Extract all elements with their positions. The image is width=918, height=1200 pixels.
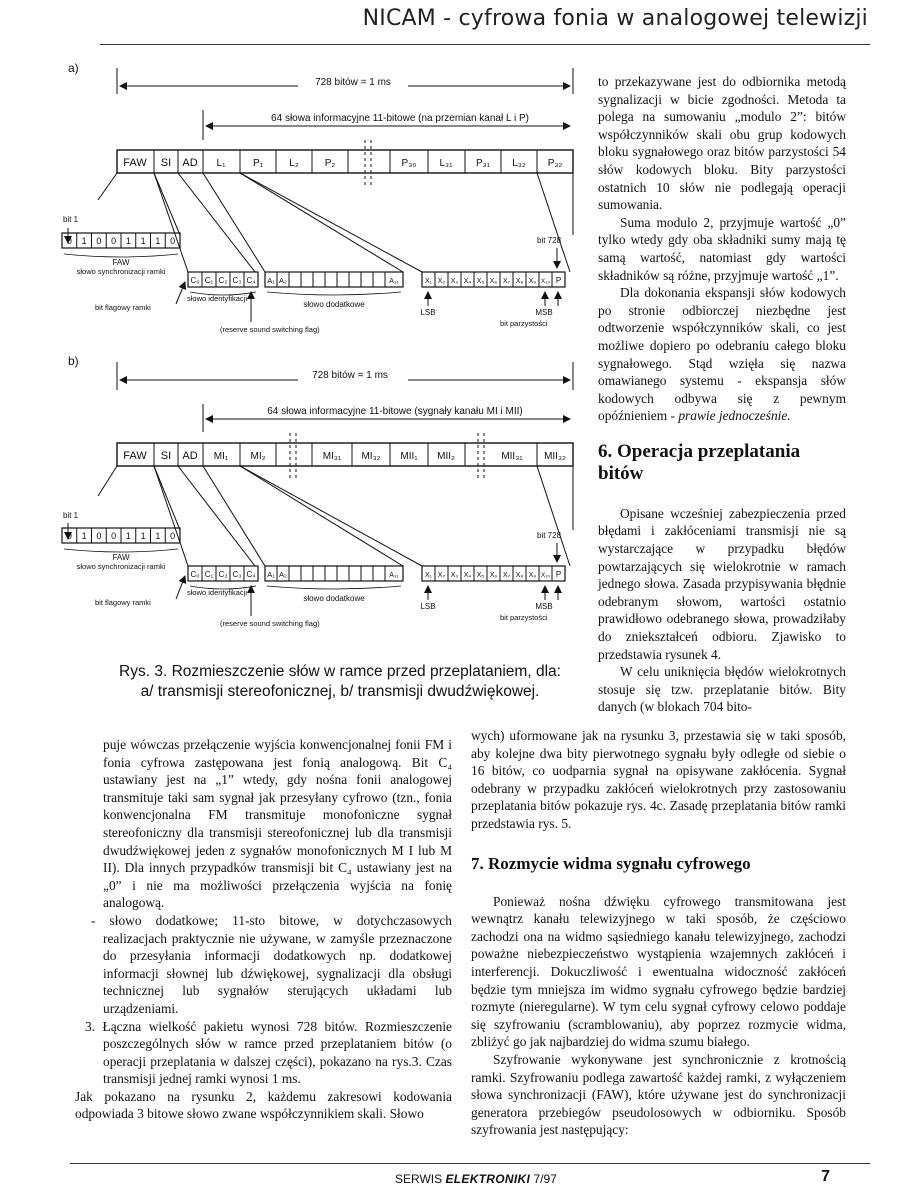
left-column bbox=[75, 736, 452, 1123]
right-column bbox=[598, 73, 846, 716]
fig-a-faw-bits bbox=[62, 233, 180, 248]
fig-b-c-label-1: słowo identyfikacji bbox=[186, 588, 248, 597]
fig-b-x-bit: X₃ bbox=[450, 572, 459, 579]
fig-a-lsb: LSB bbox=[420, 308, 436, 317]
cell-a-10: L₃₂ bbox=[512, 158, 526, 169]
fig-a-frame-row bbox=[117, 140, 573, 185]
fig-b-a-bit: A₂ bbox=[279, 570, 287, 579]
fig-a-x-bit: X₃ bbox=[450, 278, 459, 285]
fig-b-lsb: LSB bbox=[420, 602, 436, 611]
cell-a-9: P₃₁ bbox=[475, 158, 491, 169]
fig-a-c-bit: C₁ bbox=[204, 276, 214, 285]
cell-a-5: L₂ bbox=[289, 158, 299, 169]
fig-b-x-bit: X₄ bbox=[463, 572, 472, 579]
issue-number: 7/97 bbox=[533, 1172, 557, 1186]
fig-b-c-bits bbox=[188, 566, 258, 581]
fig-b-faw-bit: 1 bbox=[81, 531, 87, 541]
fig-b-x-bit: P bbox=[555, 570, 562, 579]
fig-b-faw-desc: słowo synchronizacji ramki bbox=[76, 562, 166, 571]
footer-rule bbox=[70, 1163, 870, 1164]
fig-a-faw-bit: 1 bbox=[81, 236, 87, 246]
fig-b-a-bits bbox=[265, 566, 403, 581]
fig-a-x-bit: X₁₀ bbox=[540, 278, 551, 285]
figure-caption bbox=[110, 662, 570, 702]
cell-a-0: FAW bbox=[123, 157, 147, 169]
fig-b-c-bit: C₃ bbox=[232, 570, 242, 579]
fig-b-x-bit: X₅ bbox=[476, 572, 485, 579]
fig-b-x-bit: X₇ bbox=[502, 572, 511, 579]
fig-a-c-bits bbox=[188, 272, 258, 287]
fig-b-frame-row bbox=[117, 433, 573, 478]
fig-a-x-bits bbox=[422, 272, 565, 287]
fig-b-bit728: bit 728 bbox=[537, 531, 562, 540]
header-rule bbox=[100, 44, 870, 45]
cell-a-6: P₂ bbox=[324, 158, 336, 169]
fig-a-faw-bit: 1 bbox=[125, 236, 131, 246]
fig-a-faw-bit: 0 bbox=[111, 236, 117, 246]
fig-b-faw-bit: 0 bbox=[170, 531, 176, 541]
fig-a-x-bit: X₄ bbox=[463, 278, 472, 285]
fig-b-faw-bit: 0 bbox=[66, 531, 72, 541]
fig-a-label: a) bbox=[68, 61, 79, 75]
fig-a-bit1: bit 1 bbox=[63, 215, 79, 224]
frame-diagram bbox=[60, 60, 590, 650]
fig-b-faw-bit: 0 bbox=[96, 531, 102, 541]
cell-a-7: P₃₀ bbox=[401, 158, 417, 169]
fig-b-faw-bit: 0 bbox=[111, 531, 117, 541]
caption-line-1: Rys. 3. Rozmieszczenie słów w ramce przed przeplataniem, dla: bbox=[119, 663, 561, 680]
cell-b-5: MI₃₁ bbox=[322, 451, 342, 462]
fig-a-a-bit: A₁₁ bbox=[389, 278, 399, 285]
fig-b-c-bit: C₂ bbox=[218, 570, 228, 579]
cell-a-11: P₃₂ bbox=[547, 158, 563, 169]
fig-a-bit728: bit 728 bbox=[537, 236, 562, 245]
cell-b-7: MII₁ bbox=[400, 451, 418, 462]
fig-a-a-bit: A₂ bbox=[279, 276, 287, 285]
fig-a-faw-bit: 0 bbox=[170, 236, 176, 246]
fig-a-x-bit: X₉ bbox=[528, 278, 537, 285]
cell-b-1: SI bbox=[160, 450, 172, 462]
fig-a-c-bit: C₂ bbox=[218, 276, 228, 285]
fig-a-flag: bit flagowy ramki bbox=[95, 303, 151, 312]
cell-b-10: MII₃₂ bbox=[544, 451, 566, 462]
fig-a-c-bit: C₃ bbox=[232, 276, 242, 285]
cell-b-3: MI₁ bbox=[213, 451, 229, 462]
list-item: 3. Łączna wielkość pakietu wynosi 728 bitów. Rozmieszczenie poszczególnych słów w ramce przed przeplataniem bitów (o operacji przeplatania w dalszej części), pokazano na rys.3. Czas transmisji jednej ramki wynosi 1 ms. bbox=[85, 1018, 452, 1087]
fig-a-x-bit: X₇ bbox=[502, 278, 511, 285]
fig-b-x-bits bbox=[422, 566, 565, 581]
fig-b-words-label: 64 słowa informacyjne 11-bitowe (sygnały kanału MI i MII) bbox=[267, 406, 523, 417]
magazine-name: ELEKTRONIKI bbox=[445, 1172, 531, 1186]
fig-b-x-bit: X₁ bbox=[424, 572, 433, 579]
fig-a-reserve: (reserve sound switching flag) bbox=[220, 325, 320, 334]
fig-a-faw-label: FAW bbox=[112, 258, 130, 267]
fig-b-reserve: (reserve sound switching flag) bbox=[220, 619, 320, 628]
fig-b-label: b) bbox=[68, 354, 79, 368]
paragraph: wych) uformowane jak na rysunku 3, przestawia się w taki sposób, aby kolejne dwa bity pierwotnego sygnału były odległe od siebie o 16 bitów, co uodparnia sygnał na opisywane zakłócenia. Sygnał odebrany w przypadku zakłóceń wielokrotnych przy zastosowaniu przeplatania bitów pokazuje rys. 4c. Zasadę przeplatania bitów ramki przedstawia rys. 5. bbox=[471, 728, 846, 831]
fig-b-c-bit: C₁ bbox=[204, 570, 214, 579]
cell-a-1: SI bbox=[160, 157, 172, 169]
section-heading-7: 7. Rozmycie widma sygnału cyfrowego bbox=[471, 853, 751, 873]
paragraph: Szyfrowanie wykonywane jest synchronicznie z krotnością ramki. Szyfrowaniu podlega zawartość każdej ramki, z wyłączeniem słowa synchronizacji (FAW), które używane jest do synchronizacji generatora przebiegów pseudolosowych w odbiorniku. Sposób szyfrowania jest następujący: bbox=[471, 1051, 846, 1138]
fig-a-x-bit: X₂ bbox=[437, 278, 446, 285]
fig-b-x-bit: X₂ bbox=[437, 572, 446, 579]
cell-a-4: P₁ bbox=[252, 158, 264, 169]
footer-magazine bbox=[395, 1172, 557, 1186]
fig-b-x-bit: X₉ bbox=[528, 572, 537, 579]
fig-b-frame-label: 728 bitów = 1 ms bbox=[312, 370, 388, 381]
fig-b-x-bit: X₆ bbox=[489, 572, 498, 579]
fig-b-c-bit: C₀ bbox=[190, 570, 200, 579]
paragraph: Ponieważ nośna dźwięku cyfrowego transmitowana jest wewnątrz kanału telewizyjnego w taki sposób, że częściowo zachodzi ona na widmo sąsiedniego kanału telewizyjnego, zachodzi poważne niebezpieczeństwo wystąpienia wzajemnych zakłóceń i interferencji. Dokuczliwość i ewentualna widoczność zakłóceń będzie tym mniejsza im widmo sygnału cyfrowego będzie bardziej rozmyte (nieregularne). W tym celu sygnał cyfrowy celowo poddaje się szyfrowaniu (scramblowaniu), aby poprzez rozmycie widma, zbliżyć go jak najbardziej do widma szumu białego. bbox=[471, 893, 846, 1050]
paragraph: Jak pokazano na rysunku 2, każdemu zakresowi kodowania odpowiada 3 bitowe słowo zwane współczynnikiem skali. Słowo bbox=[75, 1088, 452, 1122]
paragraph: Opisane wcześniej zabezpieczenia przed błędami i zakłóceniami transmisji nie są wystarczające w przypadku błędów powtarzających się wielokrotnie w ramach jednego słowa. Zasada przypisywania błędnie odebranym słowom, wartości ostatnio prawidłowo odebranego słowa, prowadziłaby do zniekształceń odbioru. Zjawisko to przedstawia rysunek 4. bbox=[598, 505, 846, 662]
fig-a-words-label: 64 słowa informacyjne 11-bitowe (na przemian kanał L i P) bbox=[271, 113, 529, 124]
cell-a-8: L₃₁ bbox=[439, 158, 453, 169]
fig-a-c-label-1: słowo identyfikacji bbox=[186, 294, 248, 303]
fig-b-faw-bits bbox=[62, 528, 180, 543]
fig-b-c-bit: C₄ bbox=[246, 570, 256, 579]
cell-b-4: MI₂ bbox=[250, 451, 266, 462]
paragraph: to przekazywane jest do odbiornika metodą sygnalizacji w bicie zgodności. Metoda ta polega na sumowaniu „modulo 2”: bitów współczynników skali obu grup kodowych bloku sygnałowego oraz bitów parzystości 54 słów kodowych bloku. Bity parzystości ostatnich 10 słów nie podlegają operacji sumowania. bbox=[598, 74, 846, 213]
fig-b-bit1: bit 1 bbox=[63, 511, 79, 520]
fig-a-faw-desc: słowo synchronizacji ramki bbox=[76, 267, 166, 276]
fig-b-a-bit: A₁ bbox=[267, 570, 275, 579]
right-column-wide bbox=[471, 727, 846, 1139]
fig-b-faw-bit: 1 bbox=[125, 531, 131, 541]
fig-b-a-label: słowo dodatkowe bbox=[303, 594, 365, 603]
fig-a-x-bit: P bbox=[555, 276, 562, 285]
paragraph: Dla dokonania ekspansji słów kodowych po stronie odbiorczej niezbędne jest odtworzenie współczynników skali, co jest możliwe dopiero po odebraniu całego bloku sygnałowego. Stąd wzięła się nazwa omawianego systemu - ekspansja słów kodowych odbywa się z pewnym opóźnieniem - prawie jednocześnie. bbox=[598, 285, 846, 424]
fig-a-parity: bit parzystości bbox=[500, 319, 548, 328]
fig-a-c-bit: C₄ bbox=[246, 276, 256, 285]
fig-b-x-bit: X₁₀ bbox=[540, 572, 551, 579]
cell-b-9: MII₃₁ bbox=[501, 451, 523, 462]
fig-b-a-bit: A₁₁ bbox=[389, 572, 399, 579]
cell-a-3: L₁ bbox=[216, 158, 226, 169]
cell-b-6: MI₃₂ bbox=[361, 451, 381, 462]
fig-b-msb: MSB bbox=[535, 602, 553, 611]
fig-b-flag: bit flagowy ramki bbox=[95, 598, 151, 607]
cell-b-0: FAW bbox=[123, 450, 147, 462]
fig-a-faw-bit: 1 bbox=[140, 236, 146, 246]
fig-b-faw-bit: 1 bbox=[140, 531, 146, 541]
fig-a-frame-label: 728 bitów = 1 ms bbox=[315, 77, 391, 88]
fig-a-a-bits bbox=[265, 272, 403, 287]
paragraph: puje wówczas przełączenie wyjścia konwencjonalnej fonii FM i fonia cyfrowa zastępowana jest fonią analogową. Bit C₄ ustawiany jest na „1” wtedy, gdy nośna fonii analogowej transmituje taki sam sygnał jak przesyłany cyfrowo (tzn., fonia konwencjonalna FM transmituje monofoniczne sygnał stereofoniczny dla transmisji stereofonicznej lub dla transmisji dwudźwiękowej jeden z sygnałów monofonicznych M I lub M II). Dla innych przypadków transmisji bit C₄ ustawiany jest na „0” i nie ma możliwości przełączenia wyjścia na fonię analogową. bbox=[103, 737, 452, 911]
fig-a-c-bit: C₀ bbox=[190, 276, 200, 285]
fig-b-faw-bit: 1 bbox=[155, 531, 161, 541]
paragraph: W celu uniknięcia błędów wielokrotnych stosuje się tzw. przeplatanie bitów. Bity danych (w blokach 704 bito- bbox=[598, 664, 846, 715]
fig-a-faw-bit: 0 bbox=[66, 236, 72, 246]
fig-a-x-bit: X₅ bbox=[476, 278, 485, 285]
cell-b-8: MII₂ bbox=[437, 451, 455, 462]
cell-a-2: AD bbox=[182, 157, 198, 169]
cell-b-2: AD bbox=[182, 450, 198, 462]
fig-b-x-bit: X₈ bbox=[515, 572, 524, 579]
page-header-title: NICAM - cyfrowa fonia w analogowej telewizji bbox=[362, 6, 868, 31]
fig-a-x-bit: X₁ bbox=[424, 278, 433, 285]
magazine-prefix: SERWIS bbox=[395, 1172, 443, 1186]
section-heading-6: 6. Operacja przeplatania bitów bbox=[598, 440, 801, 484]
fig-b-faw-label: FAW bbox=[112, 553, 130, 562]
fig-a-a-label: słowo dodatkowe bbox=[303, 300, 365, 309]
fig-a-faw-bit: 1 bbox=[155, 236, 161, 246]
page-number: 7 bbox=[821, 1168, 830, 1185]
fig-b-parity: bit parzystości bbox=[500, 613, 548, 622]
fig-a-faw-bit: 0 bbox=[96, 236, 102, 246]
fig-a-a-bit: A₁ bbox=[267, 276, 275, 285]
paragraph: Suma modulo 2, przyjmuje wartość „0” tylko wtedy gdy oba składniki sumy mają tę samą wartość, natomiast gdy wartości składników są różne, przyjmuje wartość „1”. bbox=[598, 214, 846, 283]
fig-a-msb: MSB bbox=[535, 308, 553, 317]
caption-line-2: a/ transmisji stereofonicznej, b/ transmisji dwudźwiękowej. bbox=[140, 683, 540, 700]
fig-a-x-bit: X₆ bbox=[489, 278, 498, 285]
italic-phrase: prawie jednocześnie. bbox=[678, 408, 791, 424]
fig-a-x-bit: X₈ bbox=[515, 278, 524, 285]
list-item: - słowo dodatkowe; 11-sto bitowe, w dotychczasowych realizacjach praktycznie nie używane, w zamyśle przeznaczone do przesyłania informacji dodatkowych np. dodatkowej informacji słownej lub dźwiękowej, sygnalizacji dla obsługi technicznej lub sygnałów sterujących układami lub urządzeniami. bbox=[91, 912, 452, 1016]
